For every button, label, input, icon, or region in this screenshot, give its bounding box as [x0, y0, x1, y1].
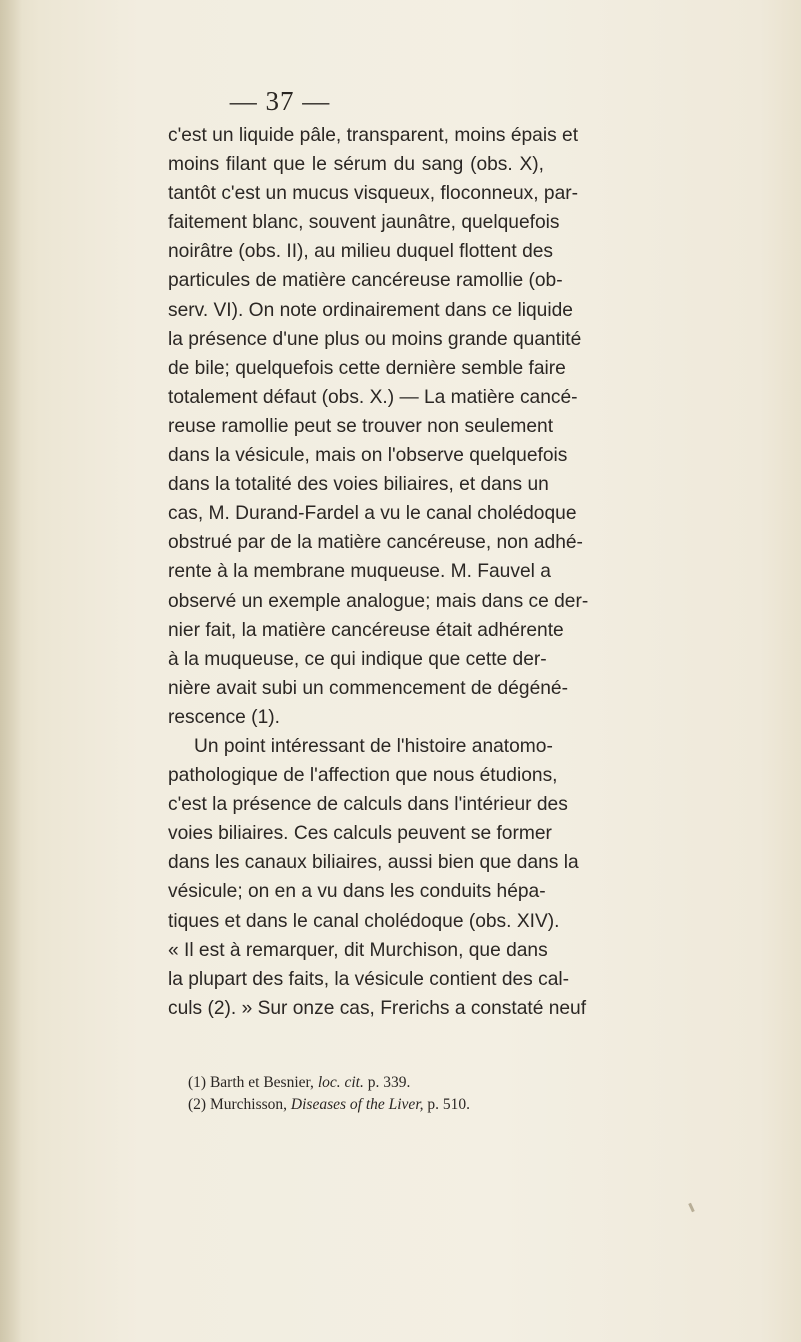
text-line: dans les canaux biliaires, aussi bien que dans la — [168, 852, 579, 874]
footnote — [188, 1072, 548, 1094]
text-line: pathologique de l'affection que nous étudions, — [168, 765, 558, 787]
text-line: rente à la membrane muqueuse. M. Fauvel a — [168, 561, 551, 583]
page-number: — 37 — — [229, 86, 331, 116]
paragraph-first-line: Un point intéressant de l'histoire anatomo- — [194, 735, 553, 757]
text-line: faitement blanc, souvent jaunâtre, quelquefois — [168, 212, 560, 234]
page-gutter-shadow — [0, 0, 22, 1342]
text-line: noirâtre (obs. II), au milieu duquel flottent des — [168, 241, 554, 263]
text-line: la plupart des faits, la vésicule contient des cal- — [168, 968, 570, 990]
text-line: culs (2). » Sur onze cas, Frerichs a constaté neuf — [168, 997, 587, 1019]
text-line: la présence d'une plus ou moins grande quantité — [168, 328, 582, 350]
text-line: de bile; quelquefois cette dernière semble faire — [168, 357, 566, 379]
text-line: vésicule; on en a vu dans les conduits hépa- — [168, 881, 546, 903]
footnote-ref: p. 339. — [367, 1074, 411, 1091]
footnote-ref: p. 510. — [427, 1096, 471, 1113]
text-line: tantôt c'est un mucus visqueux, floconneux, par- — [168, 183, 579, 205]
text-line: dans la totalité des voies biliaires, et dans un — [168, 474, 549, 496]
text-line: dans la vésicule, mais on l'observe quelquefois — [168, 445, 568, 467]
footnote-marker: (1) — [188, 1074, 207, 1091]
text-line: cas, M. Durand-Fardel a vu le canal cholédoque — [168, 503, 577, 525]
paper-speck — [688, 1203, 695, 1212]
text-line: voies biliaires. Ces calculs peuvent se former — [168, 823, 552, 845]
text-line: « Il est à remarquer, dit Murchison, que dans — [168, 939, 548, 961]
footnote-title: loc. cit. — [317, 1074, 364, 1091]
footnote-author: Barth et Besnier, — [209, 1074, 314, 1091]
footnote-author: Murchisson, — [209, 1096, 288, 1113]
text-line: serv. VI). On note ordinairement dans ce liquide — [168, 299, 573, 321]
text-line: tiques et dans le canal cholédoque (obs. XIV). — [168, 910, 560, 932]
footnote-title: Diseases of the Liver, — [290, 1096, 424, 1113]
text-line: totalement défaut (obs. X.) — La matière cancé- — [168, 386, 578, 408]
text-line: rescence (1). — [168, 706, 280, 728]
footnotes — [188, 1072, 548, 1116]
text-line: moins filant que le sérum du sang (obs. X), — [168, 154, 544, 176]
text-line: nier fait, la matière cancéreuse était adhérente — [168, 619, 564, 641]
body-text — [168, 121, 589, 1023]
text-line: obstrué par de la matière cancéreuse, non adhé- — [168, 532, 583, 554]
text-line: observé un exemple analogue; mais dans ce der- — [168, 590, 589, 612]
text-line: c'est la présence de calculs dans l'intérieur des — [168, 794, 568, 816]
text-line: c'est un liquide pâle, transparent, moins épais et — [168, 125, 579, 146]
text-line: nière avait subi un commencement de dégéné- — [168, 677, 568, 699]
text-line: particules de matière cancéreuse ramollie (ob- — [168, 270, 563, 292]
text-line: reuse ramollie peut se trouver non seulement — [168, 415, 554, 437]
footnote — [188, 1094, 548, 1116]
text-line: à la muqueuse, ce qui indique que cette der- — [168, 648, 547, 670]
footnote-marker: (2) — [188, 1096, 207, 1113]
